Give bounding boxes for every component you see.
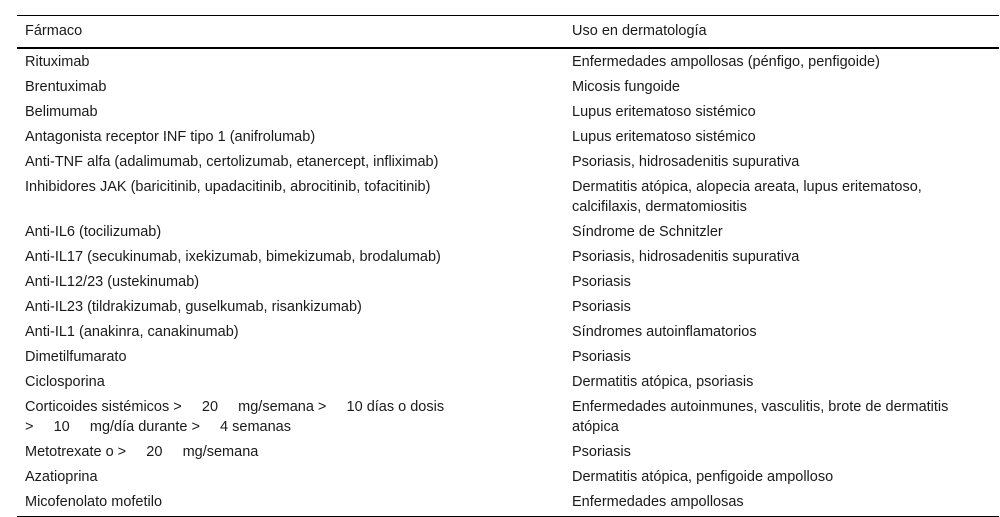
- cell-drug: Anti-TNF alfa (adalimumab, certolizumab, etanercept, infliximab): [25, 154, 439, 170]
- cell-use: Enfermedades autoinmunes, vasculitis, brote de dermatitis atópica: [572, 399, 953, 435]
- table-row: [17, 295, 999, 320]
- cell-drug: Anti-IL1 (anakinra, canakinumab): [25, 324, 239, 340]
- table-row: [17, 125, 999, 150]
- cell-use: Dermatitis atópica, alopecia areata, lupus eritematoso, calcifilaxis, dermatomiositis: [572, 179, 926, 215]
- cell-drug: Anti-IL23 (tildrakizumab, guselkumab, risankizumab): [25, 299, 362, 315]
- table-header: [17, 16, 999, 49]
- header-farmaco: Fármaco: [17, 16, 564, 49]
- header-row: [17, 16, 999, 49]
- cell-drug: Corticoides sistémicos > 20 mg/semana > 10 días o dosis > 10 mg/día durante > 4 semanas: [25, 399, 445, 435]
- cell-use: Dermatitis atópica, penfigoide ampolloso: [572, 469, 834, 485]
- table-row: [17, 220, 999, 245]
- cell-drug: Antagonista receptor INF tipo 1 (anifrolumab): [25, 129, 316, 145]
- cell-use: Síndromes autoinflamatorios: [572, 324, 757, 340]
- cell-use: Enfermedades ampollosas (pénfigo, penfigoide): [572, 54, 880, 70]
- cell-drug: Anti-IL12/23 (ustekinumab): [25, 274, 200, 290]
- table-row: [17, 175, 999, 220]
- cell-use: Psoriasis, hidrosadenitis supurativa: [572, 154, 800, 170]
- cell-drug: Rituximab: [25, 54, 90, 70]
- cell-drug: Belimumab: [25, 104, 98, 120]
- table-row: [17, 270, 999, 295]
- drug-table: [17, 15, 999, 517]
- cell-use: Enfermedades ampollosas: [564, 490, 999, 517]
- cell-use: Lupus eritematoso sistémico: [572, 104, 756, 120]
- cell-use: Dermatitis atópica, psoriasis: [572, 374, 754, 390]
- cell-use: Psoriasis: [572, 299, 631, 315]
- table-row: [17, 490, 999, 517]
- cell-drug: Ciclosporina: [25, 374, 105, 390]
- cell-drug: Anti-IL6 (tocilizumab): [25, 224, 162, 240]
- cell-drug: Inhibidores JAK (baricitinib, upadacitinib, abrocitinib, tofacitinib): [25, 179, 431, 195]
- table-row: [17, 465, 999, 490]
- table-row: [17, 345, 999, 370]
- cell-use: Psoriasis: [572, 349, 631, 365]
- cell-drug: Anti-IL17 (secukinumab, ixekizumab, bimekizumab, brodalumab): [25, 249, 441, 265]
- cell-drug: Azatioprina: [25, 469, 98, 485]
- cell-use: Lupus eritematoso sistémico: [572, 129, 756, 145]
- cell-use: Psoriasis: [572, 444, 631, 460]
- drug-table-container: [17, 15, 999, 517]
- cell-use: Psoriasis: [572, 274, 631, 290]
- table-row: [17, 100, 999, 125]
- table-row: [17, 370, 999, 395]
- table-row: [17, 75, 999, 100]
- cell-drug: Brentuximab: [25, 79, 107, 95]
- table-row: [17, 395, 999, 440]
- table-row: [17, 48, 999, 75]
- cell-use: Psoriasis, hidrosadenitis supurativa: [572, 249, 800, 265]
- cell-drug: Micofenolato mofetilo: [17, 490, 564, 517]
- table-row: [17, 150, 999, 175]
- cell-use: Síndrome de Schnitzler: [572, 224, 723, 240]
- cell-use: Micosis fungoide: [572, 79, 680, 95]
- cell-drug: Dimetilfumarato: [25, 349, 127, 365]
- cell-drug: Metotrexate o > 20 mg/semana: [25, 444, 259, 460]
- table-row: [17, 440, 999, 465]
- table-body: [17, 48, 999, 517]
- table-row: [17, 320, 999, 345]
- header-uso: Uso en dermatología: [564, 16, 999, 49]
- table-row: [17, 245, 999, 270]
